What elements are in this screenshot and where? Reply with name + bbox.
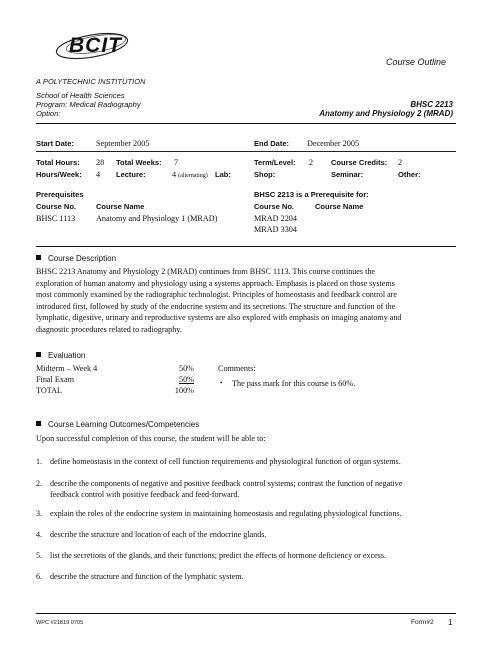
eval-pct-total: 100% (174, 386, 194, 395)
comment-bullet-icon: • (220, 379, 223, 387)
outcome-number: 5. (36, 551, 43, 560)
outcome-text: list the secretions of the glands, and their functions; predict the effects of hormone deficiency or excess. (50, 551, 387, 560)
prereq-for-title: BHSC 2213 is a Prerequisite for: (254, 190, 369, 199)
comments-label: Comments: (218, 364, 256, 373)
hours-week-label: Hours/Week: (36, 170, 82, 179)
seminar-label: Seminar: (331, 170, 364, 179)
prereq-course-name-header: Course Name (96, 202, 145, 211)
outcome-text: describe the structure and location of each of the endocrine glands. (50, 530, 267, 539)
lecture-note: (alternating) (178, 173, 208, 179)
course-credits-label: Course Credits: (331, 158, 388, 167)
eval-pct-midterm: 50% (178, 364, 194, 373)
header-divider (36, 123, 456, 124)
prereq-course-no-header: Course No. (36, 202, 77, 211)
description-line: introduced first, followed by study of the endocrine system and its secretions. The structure and function of the (36, 301, 396, 311)
details-divider (36, 151, 456, 152)
outcome-number: 1. (36, 457, 43, 466)
term-level-value: 2 (309, 158, 314, 167)
outcome-number: 4. (36, 530, 43, 539)
shop-label: Shop: (254, 170, 276, 179)
outcome-text: feedback control with positive feedback and feed-forward. (50, 490, 240, 499)
evaluation-title: Evaluation (48, 351, 86, 360)
total-hours-label: Total Hours: (36, 158, 80, 167)
eval-item-final: Final Exam (36, 375, 74, 384)
outcome-text: explain the roles of the endocrine system in maintaining homeostasis and regulating physiological functions. (50, 509, 402, 518)
outcome-text: define homeostasis in the context of cell function requirements and physiological function of organ systems. (50, 457, 401, 466)
other-label: Other: (398, 170, 421, 179)
description-heading (36, 254, 116, 263)
pass-mark-comment: The pass mark for this course is 60%. (232, 379, 356, 388)
eval-pct-final: 50% (178, 375, 194, 384)
lecture-label: Lecture: (116, 170, 146, 179)
description-line: most commonly examined by the radiographic technologist. Principles of homeostasis and feedback control are (36, 290, 397, 300)
outcomes-title: Course Learning Outcomes/Competencies (48, 420, 200, 429)
option-label: Option: (36, 109, 61, 118)
prereq-for-course-name-header: Course Name (315, 202, 364, 211)
eval-item-total: TOTAL (36, 386, 63, 395)
description-line: BHSC 2213 Anatomy and Physiology 2 (MRAD) continues from BHSC 1113. This course continues the (36, 267, 375, 276)
end-date-value: December 2005 (307, 139, 360, 148)
total-weeks-value: 7 (174, 158, 179, 167)
prereq-for-course-no-header: Course No. (254, 202, 295, 211)
start-date-label: Start Date: (36, 139, 74, 148)
outcome-text: describe the structure and function of the lymphatic system. (50, 572, 244, 581)
prereq-for-course-1: MRAD 2204 (254, 214, 297, 223)
outcome-text: describe the components of negative and positive feedback control systems; contrast the function of negative (50, 479, 403, 488)
tagline: A POLYTECHNIC INSTITUTION (36, 77, 146, 86)
description-title: Course Description (48, 254, 117, 263)
bullet-square-icon (36, 255, 41, 260)
term-level-label: Term/Level: (254, 158, 296, 167)
outcomes-intro: Upon successful completion of this course, the student will be able to: (36, 434, 266, 443)
description-line: lymphatic, digestive, urinary and reproductive systems are also explored with emphasis on imaging anatomy and (36, 313, 402, 323)
prereq-for-course-2: MRAD 3304 (254, 225, 297, 234)
footer-divider (36, 613, 456, 614)
total-hours-value: 28 (96, 158, 105, 167)
start-date-value: September 2005 (96, 139, 150, 148)
course-credits-value: 2 (398, 158, 403, 167)
logo-text: BCIT (69, 34, 122, 57)
end-date-label: End Date: (254, 139, 290, 148)
page-number: 1 (448, 618, 453, 627)
description-line: exploration of human anatomy and physiology using a systems approach. Emphasis is placed on those systems (36, 278, 395, 288)
course-description (36, 266, 461, 336)
lecture-value (172, 170, 208, 179)
lecture-hours: 4 (172, 170, 177, 179)
footer-form: Form#2 (411, 619, 434, 626)
bullet-square-icon (36, 421, 41, 426)
program-name: Program: Medical Radiography (36, 100, 141, 109)
outcome-item (36, 478, 461, 500)
outcome-number: 6. (36, 572, 43, 581)
outcome-number: 2. (36, 479, 43, 488)
prerequisites-title: Prerequisites (36, 190, 84, 199)
prereq-course-name: Anatomy and Physiology 1 (MRAD) (96, 214, 218, 223)
course-outline-label: Course Outline (386, 57, 447, 67)
prereq-divider (36, 246, 456, 247)
school-name: School of Health Sciences (36, 91, 125, 100)
bcit-logo (52, 26, 142, 66)
lab-label: Lab: (215, 170, 231, 179)
prereq-course-no: BHSC 1113 (36, 214, 76, 223)
outcomes-heading (36, 420, 199, 429)
course-code: BHSC 2213 (410, 100, 453, 109)
footer-doc-id: WPC #21819 0705 (36, 620, 84, 626)
description-line: diagnostic procedures related to radiography. (36, 324, 182, 334)
hours-week-value: 4 (96, 170, 101, 179)
evaluation-heading (36, 351, 85, 360)
bullet-square-icon (36, 352, 41, 357)
eval-item-midterm: Midterm – Week 4 (36, 364, 98, 373)
outcome-number: 3. (36, 509, 43, 518)
total-weeks-label: Total Weeks: (116, 158, 162, 167)
course-title: Anatomy and Physiology 2 (MRAD) (319, 109, 453, 118)
